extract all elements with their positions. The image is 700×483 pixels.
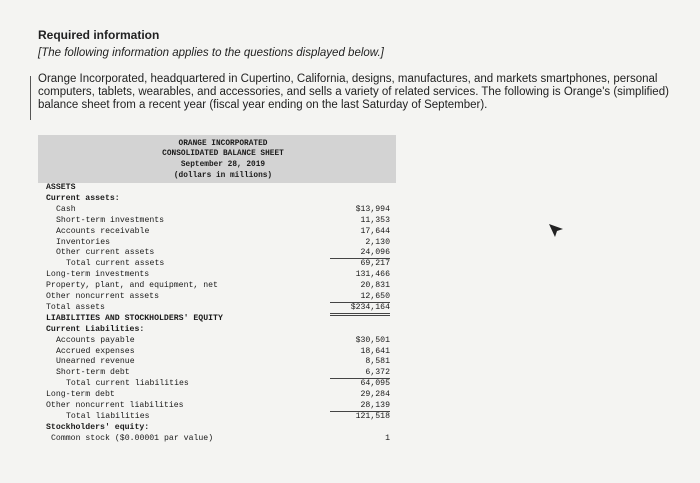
- row-value: 64,095: [360, 379, 390, 389]
- row-value: 20,831: [360, 281, 390, 291]
- balance-sheet-row: [38, 325, 396, 335]
- balance-sheet-row: [38, 205, 396, 215]
- balance-sheet-row: [38, 303, 396, 313]
- balance-sheet-row: [38, 390, 396, 400]
- required-info-subtitle: [The following information applies to the questions displayed below.]: [38, 47, 384, 59]
- statement-title: CONSOLIDATED BALANCE SHEET: [162, 150, 284, 158]
- balance-sheet-row: [38, 259, 396, 269]
- intro-divider: [30, 76, 31, 120]
- row-label: Unearned revenue: [56, 357, 135, 367]
- row-label: ASSETS: [46, 183, 76, 192]
- balance-sheet-row: [38, 368, 396, 378]
- row-label: Current assets:: [46, 193, 120, 203]
- row-label: Other noncurrent assets: [46, 292, 160, 301]
- balance-sheet-header: [38, 135, 396, 183]
- balance-sheet-row: [38, 183, 396, 193]
- balance-sheet-row: [38, 238, 396, 248]
- row-value: 24,096: [330, 248, 390, 259]
- row-value: 8,581: [365, 357, 390, 367]
- row-label: Common stock ($0.00001 par value): [51, 433, 214, 443]
- row-label: Total current liabilities: [66, 379, 189, 389]
- balance-sheet-row: [38, 248, 396, 258]
- intro-paragraph: Orange Incorporated, headquartered in Cupertino, California, designs, manufactures, and markets smartphones, personal computers, tablets, wearables, and accessories, and sells a variety of related services. The following is Orange's (simplified) balance sheet from a recent year (fiscal year ending on the last Saturday of September).: [38, 73, 669, 111]
- row-value: 18,641: [360, 346, 390, 356]
- statement-date: September 28, 2019: [180, 161, 266, 169]
- row-label: Accounts payable: [56, 335, 135, 345]
- balance-sheet-row: [38, 336, 396, 346]
- balance-sheet-row: [38, 270, 396, 280]
- row-label: Long-term investments: [46, 270, 150, 280]
- row-value: 29,284: [360, 390, 390, 400]
- row-label: Short-term debt: [56, 368, 130, 378]
- row-value: 6,372: [330, 368, 390, 379]
- balance-sheet-row: [38, 379, 396, 389]
- row-label: Current Liabilities:: [46, 324, 145, 334]
- balance-sheet-row: [38, 281, 396, 291]
- row-value: $13,994: [355, 204, 390, 214]
- row-label: Stockholders' equity:: [46, 422, 150, 432]
- balance-sheet-row: [38, 401, 396, 411]
- row-value: 17,644: [360, 226, 390, 236]
- balance-sheet: [38, 135, 396, 483]
- required-info-title: Required information: [38, 28, 160, 42]
- balance-sheet-row: [38, 357, 396, 367]
- row-value: 69,217: [360, 259, 390, 269]
- row-value: $30,501: [355, 335, 390, 345]
- balance-sheet-row: [38, 216, 396, 226]
- row-label: Long-term debt: [46, 390, 115, 400]
- row-value: 1: [385, 433, 390, 443]
- row-label: Total assets: [46, 302, 105, 312]
- balance-sheet-row: [38, 423, 396, 433]
- row-value: 12,650: [330, 292, 390, 303]
- balance-sheet-row: [38, 227, 396, 237]
- balance-sheet-row: [38, 194, 396, 204]
- row-value: $234,164: [330, 303, 390, 316]
- balance-sheet-row: [38, 347, 396, 357]
- balance-sheet-row: [38, 292, 396, 302]
- row-label: Total liabilities: [66, 411, 150, 421]
- balance-sheet-row: [38, 314, 396, 324]
- question-header: [38, 28, 688, 112]
- statement-units: (dollars in millions): [173, 172, 273, 180]
- row-label: Total current assets: [66, 259, 165, 269]
- row-value: 11,353: [360, 215, 390, 225]
- row-label: Property, plant, and equipment, net: [46, 281, 218, 291]
- row-value: 2,130: [365, 237, 390, 247]
- row-label: Other current assets: [56, 248, 155, 258]
- row-label: Inventories: [56, 237, 111, 247]
- row-label: Cash: [56, 204, 76, 214]
- row-label: Other noncurrent liabilities: [46, 401, 184, 410]
- balance-sheet-row: [38, 412, 396, 422]
- balance-sheet-row: [38, 434, 396, 444]
- row-label: LIABILITIES AND STOCKHOLDERS' EQUITY: [46, 313, 223, 323]
- row-label: Accrued expenses: [56, 346, 135, 356]
- row-label: Short-term investments: [56, 215, 165, 225]
- row-value: 121,518: [355, 411, 390, 421]
- row-value: 28,139: [330, 401, 390, 412]
- company-name: ORANGE INCORPORATED: [178, 140, 268, 148]
- mouse-pointer-icon: [547, 222, 565, 240]
- row-value: 131,466: [355, 270, 390, 280]
- row-label: Accounts receivable: [56, 226, 150, 236]
